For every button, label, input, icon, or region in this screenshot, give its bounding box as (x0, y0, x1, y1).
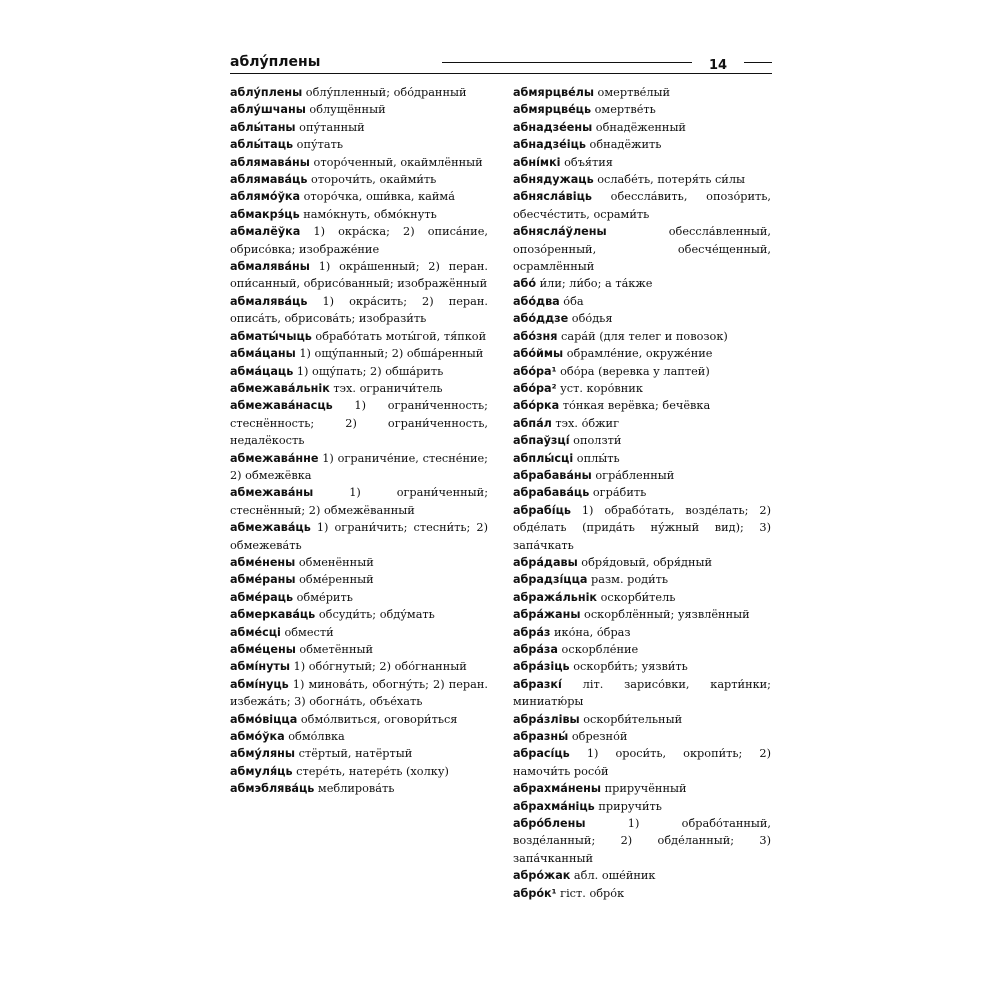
dictionary-entry (230, 119, 488, 136)
headword: абма́цаць (230, 364, 294, 378)
definition: обрамле́ние, окруже́ние (563, 347, 713, 361)
dictionary-entry (513, 432, 771, 449)
definition: ослабе́ть, потеря́ть си́лы (593, 173, 745, 187)
dictionary-entry (230, 763, 488, 780)
dictionary-entry (230, 363, 488, 380)
dictionary-entry (513, 223, 771, 275)
headword: або́ймы (513, 347, 564, 361)
definition: огра́бить (589, 486, 647, 500)
definition: 1) ороси́ть, окропи́ть; 2) намочи́ть росо́й (513, 747, 771, 778)
headword: абме́нены (230, 555, 296, 569)
headword: абража́льнік (513, 590, 598, 604)
definition: оскорблённый; уязвлённый (580, 608, 750, 622)
definition: стере́ть, натере́ть (холку) (292, 764, 449, 778)
headword: абмі́нуць (230, 677, 289, 691)
headword: аблы́таны (230, 120, 296, 134)
dictionary-entry (513, 606, 771, 623)
definition: оторочи́ть, окайми́ть (307, 173, 437, 187)
headword: абмуля́ць (230, 764, 293, 778)
dictionary-entry (230, 258, 488, 293)
dictionary-entry (230, 450, 488, 485)
dictionary-entry (230, 571, 488, 588)
definition: опу́танный (295, 120, 365, 134)
headword: абмалява́ны (230, 260, 310, 274)
headword: абра́за (513, 643, 558, 656)
dictionary-entry (513, 136, 771, 153)
headword: абмежава́льнік (230, 381, 330, 395)
headword: абрабава́ць (513, 486, 590, 500)
headword: абмо́віцца (230, 712, 298, 726)
headword: абме́раны (230, 573, 296, 587)
dictionary-entry (230, 658, 488, 675)
dictionary-entry (513, 345, 771, 362)
headword: абразкі́ (513, 677, 562, 691)
headword: абні́мкі (513, 155, 561, 169)
headword: абрабі́ць (513, 503, 571, 517)
headword: абро́к¹ (513, 886, 557, 900)
headword: абрахма́нены (513, 782, 601, 796)
dictionary-entry (513, 154, 771, 171)
definition: разм. роди́ть (587, 573, 669, 587)
dictionary-entry (513, 84, 771, 101)
definition: обнадёженный (592, 120, 686, 134)
definition: 1) окра́ска; 2) описа́ние, обрисо́вка; изображе́ние (230, 225, 488, 256)
definition: тэх. ограничи́тель (329, 381, 443, 395)
headword: або́ддзе (513, 312, 569, 326)
headword: абмежава́насць (230, 399, 333, 413)
dictionary-entry (513, 310, 771, 327)
dictionary-entry (513, 780, 771, 797)
header-rule-right (744, 62, 772, 63)
definition: то́нкая верёвка; бечёвка (559, 399, 711, 413)
definition: объя́тия (560, 155, 613, 169)
definition: літ. зарисо́вки, карти́нки; миниатю́ры (513, 677, 771, 709)
headword: абма́цаны (230, 347, 296, 361)
headword: абме́раць (230, 590, 294, 604)
definition: омертве́ть (591, 103, 656, 117)
headword: абра́давы (513, 555, 578, 569)
definition: гіст. обро́к (556, 886, 625, 900)
definition: обрезно́й (568, 730, 628, 744)
headword: аблы́таць (230, 138, 294, 152)
dictionary-entry (513, 397, 771, 414)
definition: оскорби́ть; уязви́ть (569, 660, 688, 674)
dictionary-entry (513, 101, 771, 118)
dictionary-entry (230, 554, 488, 571)
dictionary-entry (230, 380, 488, 397)
headword: абнядужаць (513, 173, 594, 187)
dictionary-entry (513, 728, 771, 745)
dictionary-entry (230, 589, 488, 606)
definition: 1) ограниче́ние, стесне́ние; 2) обмежёвка (230, 451, 488, 482)
definition: обмо́лвка (284, 730, 345, 744)
definition: обо́ра (веревка у лаптей) (556, 364, 710, 378)
dictionary-entry (230, 711, 488, 728)
headword: абнясла́ўлены (513, 225, 607, 239)
dictionary-entry (513, 624, 771, 641)
definition: 1) ограни́ченный; стеснённый; 2) обмежёванный (230, 486, 488, 517)
headword: абра́жаны (513, 608, 581, 622)
dictionary-entry (230, 206, 488, 223)
definition: обо́дья (568, 312, 613, 326)
dictionary-entry (230, 745, 488, 762)
dictionary-entry (230, 780, 488, 797)
dictionary-entry (513, 328, 771, 345)
headword: абмэблява́ць (230, 782, 315, 796)
dictionary-entry (513, 641, 771, 658)
headword: абрабава́ны (513, 468, 592, 482)
dictionary-entry (230, 397, 488, 449)
definition: обря́довый, обря́дный (577, 555, 713, 569)
dictionary-entry (513, 554, 771, 571)
dictionary-entry (230, 328, 488, 345)
definition: уст. коро́вник (556, 381, 643, 395)
headword: абра́злівы (513, 712, 580, 726)
headword: або́зня (513, 329, 558, 343)
headword: аблу́плены (230, 86, 303, 99)
definition: 1) окра́шенный; 2) перан. опи́санный, обрисо́ванный; изображённый (230, 260, 488, 291)
definition: обсуди́ть; обду́мать (315, 608, 435, 622)
dictionary-entry (230, 345, 488, 362)
headword: абмакрэ́ць (230, 207, 300, 221)
headword: абмежава́нне (230, 451, 319, 465)
dictionary-entry (230, 293, 488, 328)
dictionary-entry (513, 502, 771, 554)
definition: обме́рить (293, 590, 353, 604)
headword: абрасі́ць (513, 747, 570, 761)
definition: 1) ограни́чить; стесни́ть; 2) обмежева́ть (230, 521, 488, 552)
definition: опу́тать (293, 138, 344, 152)
definition: оскорби́тель (597, 590, 676, 604)
dictionary-entry (513, 450, 771, 467)
headword: абро́жак (513, 869, 571, 883)
dictionary-entry (513, 589, 771, 606)
dictionary-entry (513, 658, 771, 675)
headword: абмі́нуты (230, 660, 290, 674)
dictionary-entry (513, 188, 771, 223)
dictionary-entry (230, 728, 488, 745)
definition: о́ба (559, 294, 584, 308)
definition: оторо́ченный, окаймлённый (309, 155, 483, 169)
headword: абразны́ (513, 730, 569, 744)
running-head: аблу́плены (230, 54, 321, 70)
dictionary-entry (513, 415, 771, 432)
dictionary-entry (513, 745, 771, 780)
definition: оплы́ть (573, 451, 620, 465)
right-column (513, 84, 771, 902)
headword: абнадзе́іць (513, 138, 586, 152)
definition: меблирова́ть (314, 782, 395, 796)
definition: обмести́ (280, 625, 334, 639)
dictionary-entry (513, 171, 771, 188)
definition: облу́пленный; обо́дранный (302, 86, 467, 99)
dictionary-entry (513, 571, 771, 588)
headword: аблямо́ўка (230, 190, 301, 204)
definition: обмо́лвиться, оговори́ться (297, 712, 458, 726)
definition: обме́ренный (295, 573, 374, 587)
dictionary-entry (230, 84, 488, 101)
headword: абмежава́ны (230, 486, 314, 500)
dictionary-entry (513, 380, 771, 397)
headword: абпа́л (513, 416, 552, 430)
dictionary-entry (513, 484, 771, 501)
definition: 1) минова́ть, обогну́ть; 2) перан. избежа́ть; 3) обогна́ть, объе́хать (230, 677, 488, 709)
dictionary-entry (513, 867, 771, 884)
definition: оторо́чка, оши́вка, кайма́ (300, 190, 455, 204)
header-rule (442, 62, 692, 63)
headword: абрахма́ніць (513, 799, 595, 813)
dictionary-entry (513, 467, 771, 484)
headword: або́ра² (513, 381, 557, 395)
dictionary-entry (230, 223, 488, 258)
headword: абматы́чыць (230, 329, 312, 343)
definition: сара́й (для телег и повозок) (557, 329, 728, 343)
definition: оползти́ (569, 434, 622, 448)
headword: абра́зіць (513, 660, 570, 674)
headword: абмярцве́лы (513, 86, 594, 99)
headword: абнадзе́ены (513, 120, 593, 134)
definition: 1) обрабо́тать, возде́лать; 2) обде́лать (прида́ть ну́жный вид); 3) запа́чкать (513, 503, 771, 552)
definition: приручи́ть (594, 799, 662, 813)
headword: абпаўзці́ (513, 434, 570, 448)
headword: абплы́сці (513, 451, 574, 465)
definition: оскорбле́ние (557, 643, 639, 656)
dictionary-entry (230, 676, 488, 711)
headword: абра́з (513, 625, 551, 639)
dictionary-entry (513, 363, 771, 380)
dictionary-entry (513, 293, 771, 310)
headword: абмярцве́ць (513, 103, 592, 117)
left-column (230, 84, 488, 798)
headword: абме́цены (230, 643, 296, 656)
headword: абмалёўка (230, 225, 301, 239)
dictionary-entry (230, 136, 488, 153)
headword: абро́блены (513, 817, 586, 831)
dictionary-entry (513, 119, 771, 136)
headword: абмалява́ць (230, 294, 308, 308)
dictionary-entry (230, 101, 488, 118)
headword: абме́сці (230, 625, 281, 639)
definition: абл. оше́йник (570, 869, 656, 883)
dictionary-entry (230, 606, 488, 623)
headword: абрадзі́цца (513, 573, 588, 587)
definition: 1) ограни́ченность; стеснённость; 2) ограни́ченность, недалёкость (230, 399, 488, 448)
dictionary-entry (513, 711, 771, 728)
definition: и́ли; ли́бо; а та́кже (536, 277, 653, 291)
dictionary-entry (513, 815, 771, 867)
definition: обнадёжить (585, 138, 662, 152)
definition: ико́на, о́браз (550, 625, 631, 639)
definition: приручённый (601, 782, 687, 796)
header-underline (230, 73, 772, 74)
headword: абмеркава́ць (230, 608, 316, 622)
headword: абму́ляны (230, 747, 296, 761)
definition: обессла́вленный, опозо́ренный, обесче́щенный, осрамлённый (513, 225, 771, 274)
definition: 1) обо́гнутый; 2) обо́гнанный (289, 660, 467, 674)
headword: або́ра¹ (513, 364, 557, 378)
definition: омертве́лый (593, 86, 671, 99)
dictionary-entry (230, 624, 488, 641)
headword: аблямава́ны (230, 155, 310, 169)
dictionary-entry (230, 188, 488, 205)
definition: 1) ощу́панный; 2) обша́ренный (295, 347, 484, 361)
headword: або́два (513, 294, 560, 308)
dictionary-entry (230, 171, 488, 188)
definition: намо́кнуть, обмо́кнуть (299, 207, 437, 221)
definition: обметённый (295, 643, 374, 656)
headword: або́ (513, 277, 537, 291)
dictionary-entry (513, 885, 771, 902)
headword: аблямава́ць (230, 173, 308, 187)
definition: 1) окра́сить; 2) перан. описа́ть, обрисова́ть; изобрази́ть (230, 294, 488, 326)
dictionary-entry (230, 519, 488, 554)
definition: обессла́вить, опозо́рить, обесче́стить, осрами́ть (513, 190, 771, 221)
dictionary-entry (230, 641, 488, 658)
dictionary-entry (513, 676, 771, 711)
page-number: 14 (709, 58, 728, 73)
headword: абмежава́ць (230, 521, 311, 535)
dictionary-entry (513, 275, 771, 292)
definition: облущённый (305, 103, 386, 117)
definition: 1) ощу́пать; 2) обша́рить (293, 364, 444, 378)
definition: огра́бленный (591, 468, 675, 482)
headword: абмо́ўка (230, 730, 285, 744)
definition: обменённый (295, 555, 374, 569)
dictionary-entry (230, 484, 488, 519)
headword: абнясла́віць (513, 190, 592, 204)
definition: стёртый, натёртый (295, 747, 413, 761)
definition: тэх. о́бжиг (551, 416, 620, 430)
dictionary-entry (230, 154, 488, 171)
definition: оскорби́тельный (579, 712, 683, 726)
dictionary-entry (513, 798, 771, 815)
definition: обрабо́тать моты́гой, тя́пкой (311, 329, 487, 343)
definition: 1) обрабо́танный, возде́ланный; 2) обде́ланный; 3) запа́чканный (513, 817, 771, 865)
headword: або́рка (513, 399, 560, 413)
headword: аблу́шчаны (230, 103, 306, 117)
